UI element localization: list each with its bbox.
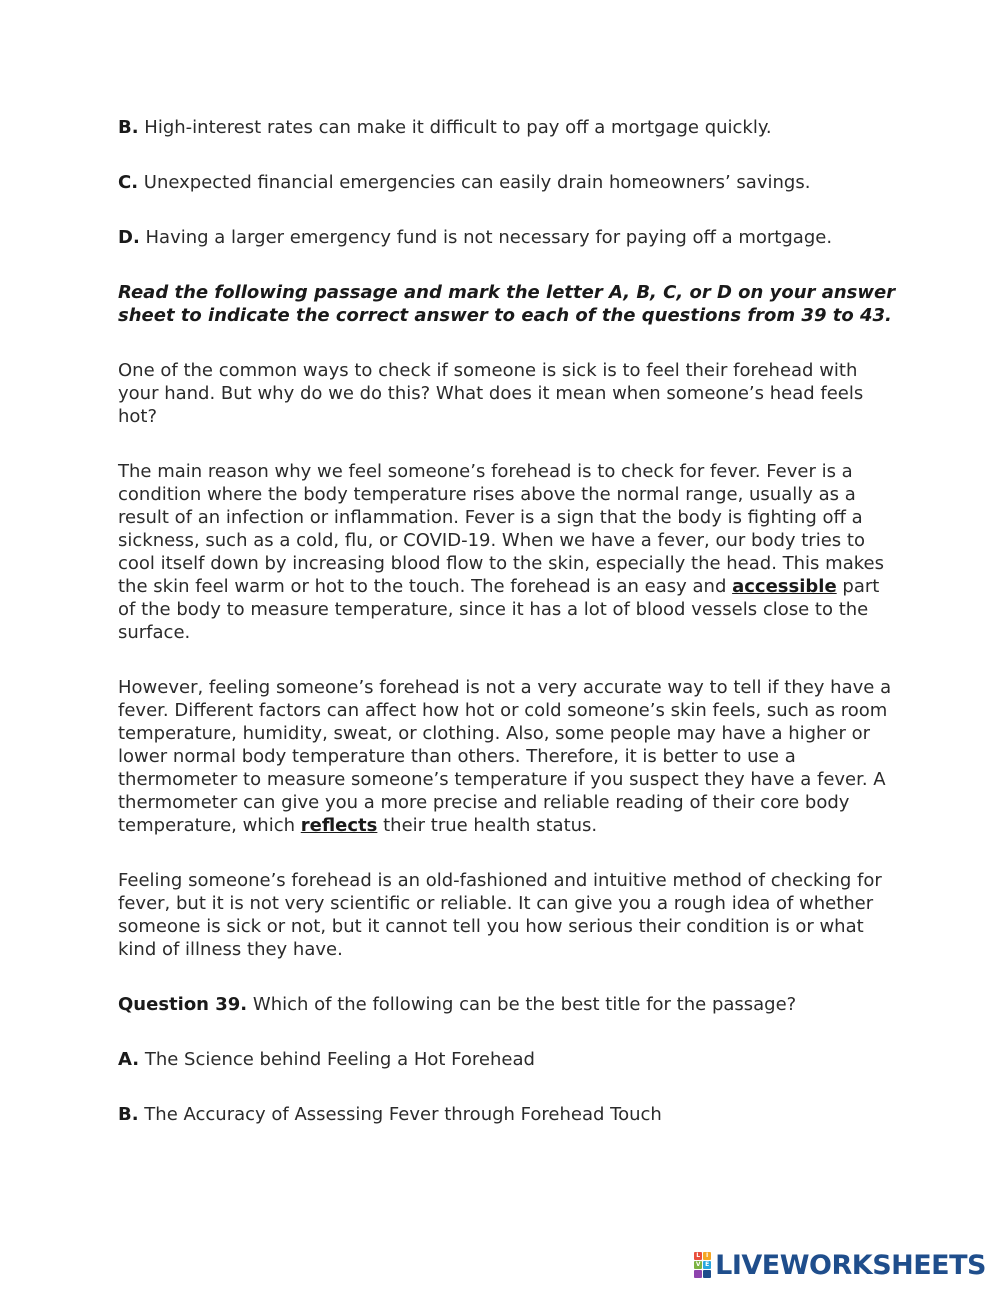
instruction: Read the following passage and mark the letter A, B, C, or D on your answer sheet to indicate the correct answer to each of the questions from 39 to 43. (118, 282, 896, 326)
logo-cell: I (703, 1252, 711, 1260)
logo-cell: L (694, 1252, 702, 1260)
option-d-prev (118, 226, 898, 249)
passage-paragraph-2 (118, 460, 898, 644)
passage-paragraph-3 (118, 676, 898, 837)
option-letter: C. (118, 172, 139, 193)
question-39 (118, 993, 898, 1016)
passage-text: The main reason why we feel someone’s forehead is to check for fever. Fever is a condition where the body temperature rises above the normal range, usually as a result of an infection or inflammation. Fever is a sign that the body is fighting off a sickness, such as a cold, flu, or COVID-19. When we have a fever, our body tries to cool itself down by increasing blood flow to the skin, especially the head. This makes the skin feel warm or hot to the touch. The forehead is an easy and (118, 461, 884, 597)
option-b-prev (118, 116, 898, 139)
logo-text: LIVEWORKSHEETS (715, 1249, 986, 1281)
option-letter: B. (118, 117, 139, 138)
option-text: Unexpected financial emergencies can easily drain homeowners’ savings. (143, 172, 811, 193)
option-letter: B. (118, 1104, 139, 1125)
logo-mark-icon (694, 1252, 711, 1278)
passage-text: However, feeling someone’s forehead is not a very accurate way to tell if they have a fever. Different factors can affect how hot or cold someone’s skin feels, such as room temperature, humidity, sweat, or clothing. Also, some people may have a higher or lower normal body temperature than others. Therefore, it is better to use a thermometer to measure someone’s temperature if you suspect they have a fever. A thermometer can give you a more precise and reliable reading of their core body temperature, which (118, 677, 892, 836)
passage-paragraph-1: One of the common ways to check if someone is sick is to feel their forehead with your hand. But why do we do this? What does it mean when someone’s head feels hot? (118, 360, 864, 427)
logo-cell (703, 1270, 711, 1278)
question-text: Which of the following can be the best title for the passage? (252, 994, 797, 1015)
option-text: Having a larger emergency fund is not necessary for paying off a mortgage. (145, 227, 833, 248)
worksheet-page (118, 116, 898, 1158)
option-c-prev (118, 171, 898, 194)
logo-cell: E (705, 1261, 710, 1268)
option-a-q39 (118, 1048, 898, 1071)
keyword-reflects: reflects (300, 815, 378, 836)
question-label: Question 39. (118, 994, 248, 1015)
passage-paragraph-4: Feeling someone’s forehead is an old-fashioned and intuitive method of checking for fever, but it is not very scientific or reliable. It can give you a rough idea of whether someone is sick or not, but it cannot tell you how serious their condition is or what kind of illness they have. (118, 870, 882, 960)
passage-text: part of the body to measure temperature, since it has a lot of blood vessels close to the surface. (118, 576, 880, 643)
option-text: The Accuracy of Assessing Fever through Forehead Touch (144, 1104, 662, 1125)
logo-cell: V (695, 1261, 701, 1268)
option-text: The Science behind Feeling a Hot Forehead (144, 1049, 535, 1070)
option-b-q39 (118, 1103, 898, 1126)
option-letter: A. (118, 1049, 140, 1070)
keyword-accessible: accessible (732, 576, 837, 597)
liveworksheets-logo (694, 1250, 986, 1280)
option-text: High-interest rates can make it difficult to pay off a mortgage quickly. (144, 117, 772, 138)
passage-text: their true health status. (377, 815, 598, 836)
logo-cell (694, 1270, 702, 1278)
option-letter: D. (118, 227, 140, 248)
